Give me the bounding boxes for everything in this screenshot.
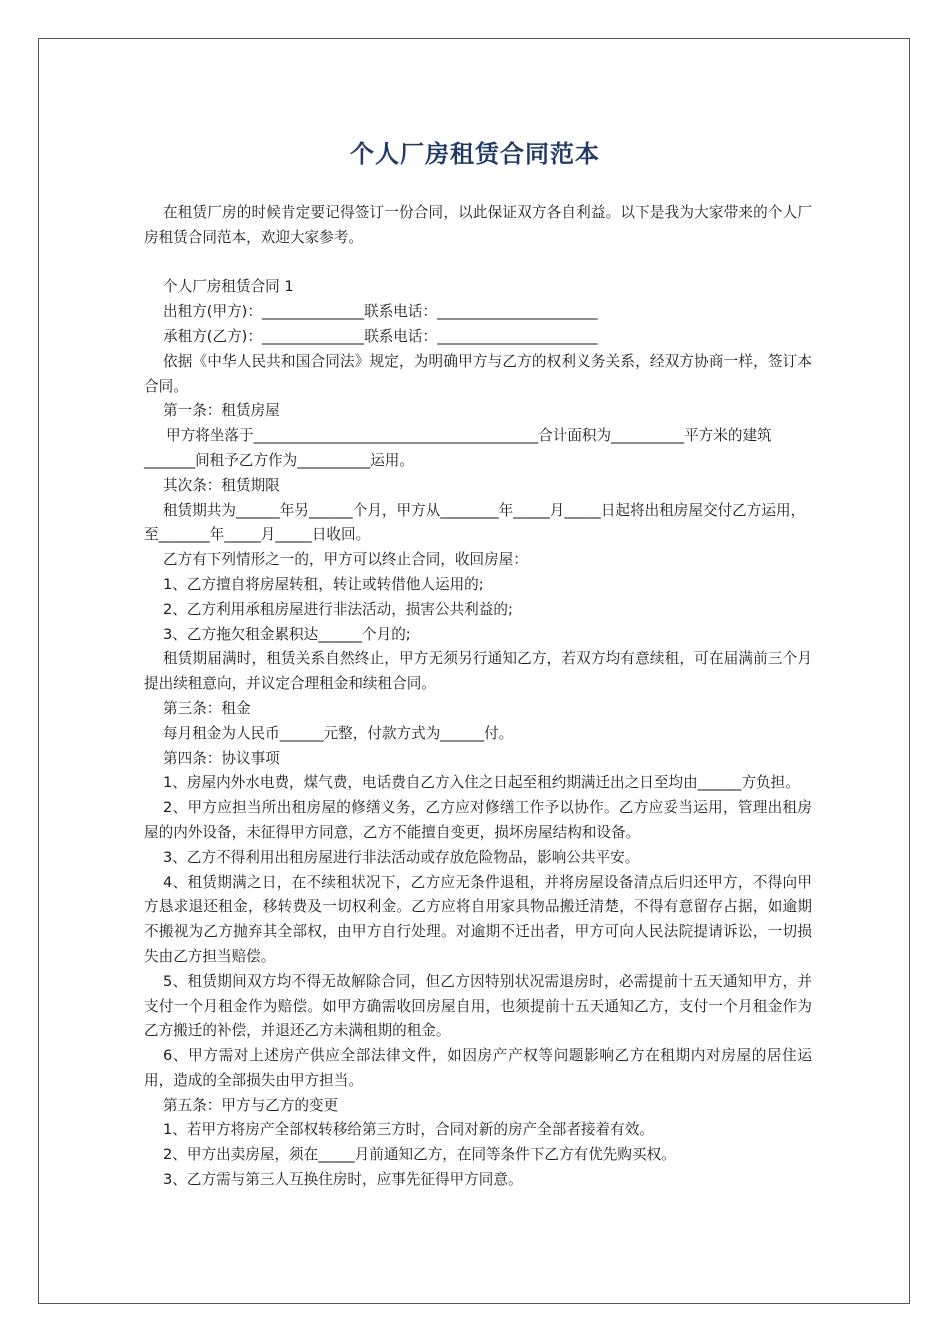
article-4-heading: 第四条：协议事项: [163, 749, 280, 767]
article-4-item-3: 3、乙方不得利用出租房屋进行非法活动或存放危险物品，影响公共平安。: [163, 848, 640, 866]
article-3-text: 每月租金为人民币______元整，付款方式为______付。: [163, 724, 514, 742]
legal-basis-paragraph: 依据《中华人民共和国合同法》规定，为明确甲方与乙方的权利义务关系，经双方协商一样，签订本合同。: [144, 352, 812, 395]
lessor-line: 出租方(甲方)：______________联系电话：______________________: [163, 303, 598, 321]
article-2-text: 租赁期共为______年另______个月，甲方从________年_____月_____日起将出租房屋交付乙方运用，至_______年_____月_____日收回。: [144, 501, 806, 544]
document-title: 个人厂房租赁合同范本: [350, 140, 600, 168]
termination-item-3: 3、乙方拖欠租金累积达______个月的;: [163, 625, 411, 643]
document-body: [144, 201, 812, 1193]
lessee-line: 承租方(乙方)：______________联系电话：______________________: [163, 327, 598, 345]
article-4-item-5: 5、租赁期间双方均不得无故解除合同，但乙方因特别状况需退房时，必需提前十五天通知甲方，并支付一个月租金作为赔偿。如甲方确需收回房屋自用，也须提前十五天通知乙方，支付一个月租金作为乙方搬迁的补偿，并退还乙方未满租期的租金。: [144, 972, 812, 1040]
article-4-item-4: 4、租赁期满之日，在不续租状况下，乙方应无条件退租，并将房屋设备清点后归还甲方，不得向甲方恳求退还租金，移转费及一切权利金。乙方应将自用家具物品搬迁清楚，不得有意留存占据，如逾期不搬视为乙方抛弃其全部权，由甲方自行处理。对逾期不迁出者，甲方可向人民法院提请诉讼，一切损失由乙方担当赔偿。: [144, 873, 812, 965]
article-4-item-6: 6、甲方需对上述房产供应全部法律文件，如因房产产权等问题影响乙方在租期内对房屋的居住运用，造成的全部损失由甲方担当。: [144, 1047, 812, 1089]
article-5-item-1: 1、若甲方将房产全部权转移给第三方时，合同对新的房产全部者接着有效。: [163, 1121, 654, 1139]
article-2-heading: 其次条：租赁期限: [163, 476, 280, 494]
expiry-paragraph: 租赁期届满时，租赁关系自然终止，甲方无须另行通知乙方，若双方均有意续租，可在届满前三个月提出续租意向，并议定合理租金和续租合同。: [144, 650, 812, 693]
article-4-item-1: 1、房屋内外水电费，煤气费，电话费自乙方入住之日起至租约期满迁出之日至均由______方负担。: [163, 774, 800, 792]
article-4-item-2: 2、甲方应担当所出租房屋的修缮义务，乙方应对修缮工作予以协作。乙方应妥当运用，管理出租房屋的内外设备，未征得甲方同意，乙方不能擅自变更，损坏房屋结构和设备。: [144, 799, 812, 841]
contract-heading: 个人厂房租赁合同 1: [163, 278, 294, 296]
article-3-heading: 第三条：租金: [163, 699, 251, 717]
article-5-item-2: 2、甲方出卖房屋，须在_____月前通知乙方，在同等条件下乙方有优先购买权。: [163, 1146, 676, 1164]
blank-line: [144, 251, 812, 276]
article-5-heading: 第五条：甲方与乙方的变更: [163, 1096, 339, 1114]
article-1-text: 甲方将坐落于_______________________________________合计面积为__________平方米的建筑_______间租予乙方作为__________运用。: [144, 427, 772, 469]
termination-intro: 乙方有下列情形之一的，甲方可以终止合同，收回房屋：: [163, 551, 528, 569]
termination-item-1: 1、乙方擅自将房屋转租，转让或转借他人运用的;: [163, 575, 484, 593]
article-5-item-3: 3、乙方需与第三人互换住房时，应事先征得甲方同意。: [163, 1171, 523, 1189]
termination-item-2: 2、乙方利用承租房屋进行非法活动，损害公共利益的;: [163, 600, 513, 618]
intro-paragraph: 在租赁厂房的时候肯定要记得签订一份合同，以此保证双方各自利益。以下是我为大家带来的个人厂房租赁合同范本，欢迎大家参考。: [144, 204, 812, 246]
article-1-heading: 第一条：租赁房屋: [163, 402, 280, 420]
